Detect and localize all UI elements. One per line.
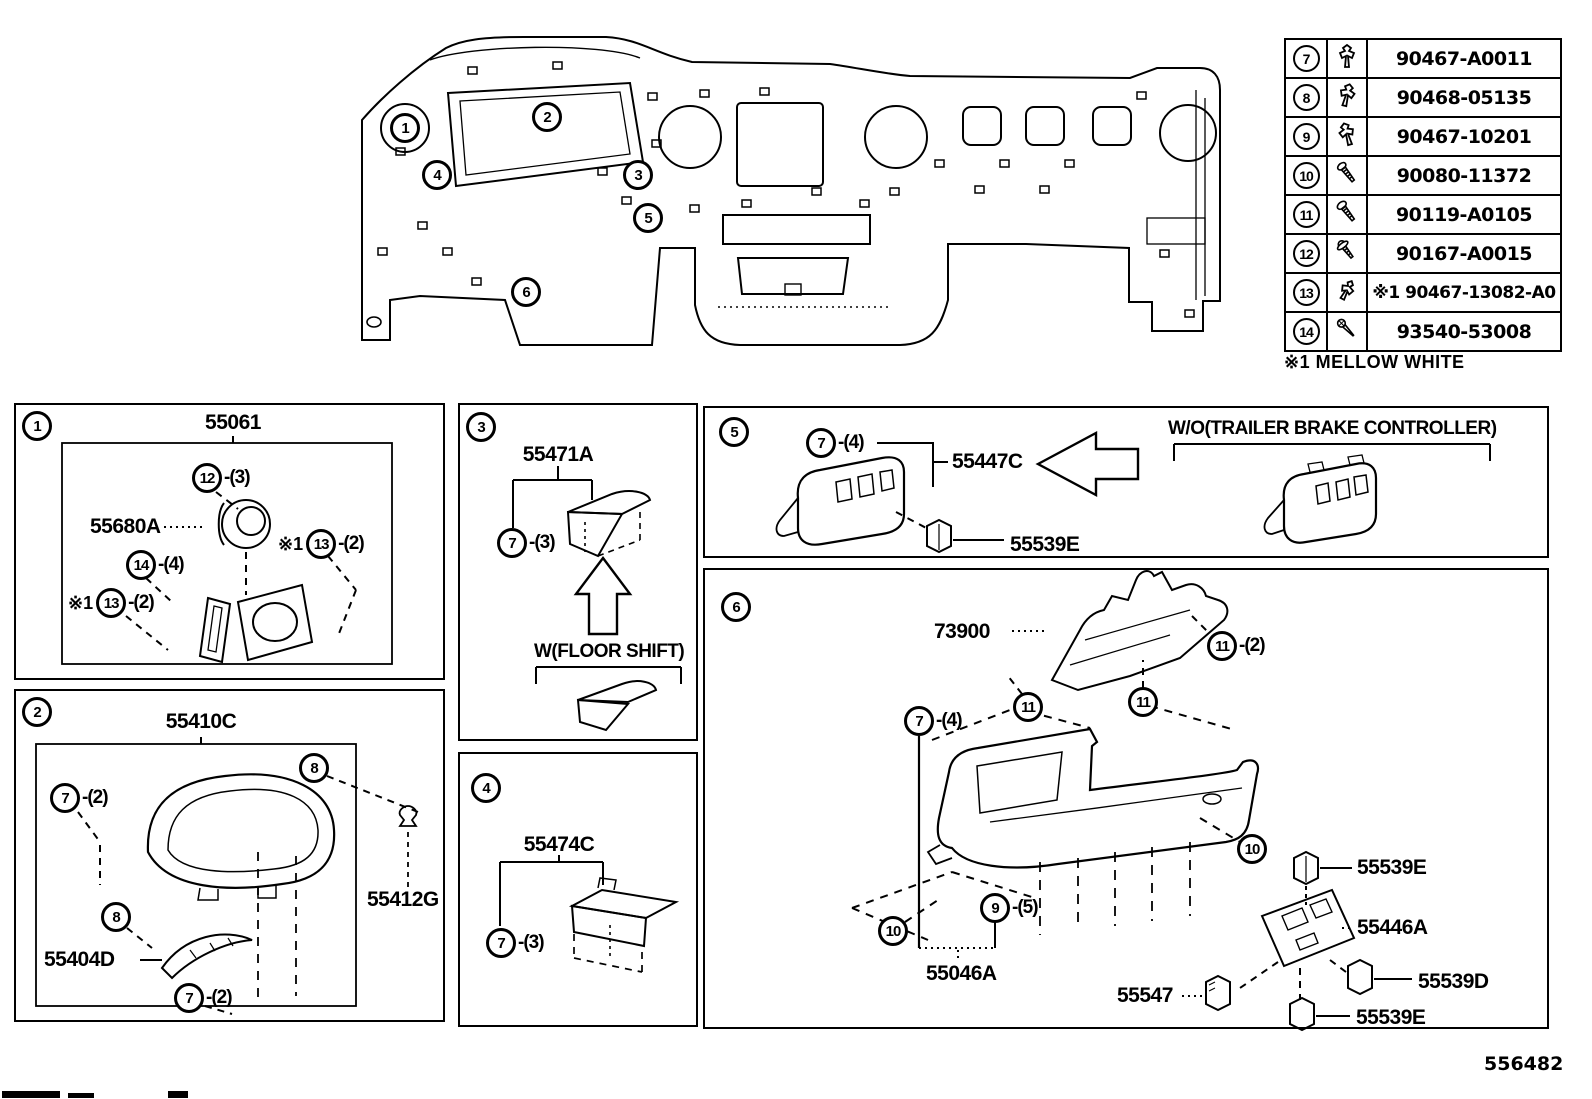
fastener-badge: 11: [1293, 201, 1320, 228]
fastener-row: 13 ※1 90467-13082-A0: [1285, 273, 1561, 312]
dash-callout-4: 4: [422, 160, 452, 190]
box1-badge: 1: [22, 411, 52, 441]
part-label-55412G: 55412G: [367, 888, 439, 911]
box6-callout-7: 7 -(4): [904, 706, 962, 736]
box6-callout-10-right: 10: [1237, 834, 1267, 864]
section-box-1: [14, 403, 445, 680]
floor-shift-variant-label: W(FLOOR SHIFT): [534, 641, 685, 662]
box1-callout-14: 14 -(4): [126, 550, 184, 580]
screw-washer-icon: [1327, 234, 1367, 273]
dash-callout-6: 6: [511, 277, 541, 307]
part-label-55539E-top: 55539E: [1357, 856, 1427, 879]
fastener-badge: 12: [1293, 240, 1320, 267]
box4-callout-7: 7 -(3): [486, 928, 544, 958]
dash-callout-5: 5: [633, 203, 663, 233]
part-label-55061: 55061: [205, 411, 261, 434]
trailer-brake-variant-label: W/O(TRAILER BRAKE CONTROLLER): [1168, 418, 1497, 439]
part-label-55474C: 55474C: [523, 833, 595, 856]
part-label-55447C: 55447C: [952, 450, 1023, 473]
cropped-text-fragment: [68, 1093, 94, 1098]
fastener-table: [1284, 38, 1562, 352]
clip-icon: [1327, 78, 1367, 117]
box1-callout-13-right: ※1 13 -(2): [278, 529, 364, 559]
box6-badge: 6: [721, 592, 751, 622]
box3-callout-7: 7 -(3): [497, 528, 555, 558]
box6-callout-11a: 11: [1013, 692, 1043, 722]
part-label-73900: 73900: [934, 620, 990, 643]
box3-badge: 3: [466, 412, 496, 442]
part-label-55539D: 55539D: [1418, 970, 1489, 993]
cropped-text-fragment: [2, 1091, 60, 1098]
box6-callout-10-left: 10: [878, 916, 908, 946]
box4-badge: 4: [471, 773, 501, 803]
part-label-55471A: 55471A: [522, 443, 594, 466]
fastener-badge: 9: [1293, 123, 1320, 150]
fastener-row: 8 90468-05135: [1285, 78, 1561, 117]
box5-badge: 5: [719, 417, 749, 447]
box6-callout-11-right: 11 -(2): [1207, 631, 1265, 661]
box2-callout-7b: 7 -(2): [174, 983, 232, 1013]
fastener-row: 14 93540-53008: [1285, 312, 1561, 351]
section-box-2: [14, 689, 445, 1022]
cropped-text-fragment: [168, 1091, 188, 1098]
box2-badge: 2: [22, 697, 52, 727]
box2-callout-8b: 8: [101, 902, 131, 932]
part-label-55547: 55547: [1117, 984, 1173, 1007]
fastener-row: 12 90167-A0015: [1285, 234, 1561, 273]
screw-icon: [1327, 312, 1367, 351]
fastener-badge: 10: [1293, 162, 1320, 189]
part-label-55410C: 55410C: [165, 710, 237, 733]
dash-callout-3: 3: [623, 160, 653, 190]
part-label-55404D: 55404D: [44, 948, 115, 971]
part-label-55539E-bottom: 55539E: [1356, 1006, 1426, 1029]
fastener-row: 11 90119-A0105: [1285, 195, 1561, 234]
fastener-row: 10 90080-11372: [1285, 156, 1561, 195]
clip-icon: [1327, 273, 1367, 312]
mellow-white-note: ※1 MELLOW WHITE: [1284, 352, 1465, 372]
clip-icon: [1327, 117, 1367, 156]
figure-number: 556482: [1484, 1053, 1564, 1075]
part-label-55446A: 55446A: [1357, 916, 1428, 939]
box6-callout-9: 9 -(5): [980, 893, 1038, 923]
fastener-badge: 7: [1293, 45, 1320, 72]
part-label-55680A: 55680A: [90, 515, 161, 538]
part-label-55539E: 55539E: [1010, 533, 1080, 556]
fastener-badge: 8: [1293, 84, 1320, 111]
fastener-badge: 14: [1293, 318, 1320, 345]
part-label-55046A: 55046A: [926, 962, 997, 985]
fastener-row: 9 90467-10201: [1285, 117, 1561, 156]
box5-callout-7: 7 -(4): [806, 428, 864, 458]
box6-callout-11b: 11: [1128, 687, 1158, 717]
clip-icon: [1327, 39, 1367, 78]
box2-callout-8a: 8: [299, 753, 329, 783]
box1-callout-12: 12 -(3): [192, 463, 250, 493]
dash-callout-2: 2: [532, 102, 562, 132]
dash-clip-marks: [378, 62, 1194, 317]
fastener-row: 7 90467-A0011: [1285, 39, 1561, 78]
box1-callout-13-left: ※1 13 -(2): [68, 588, 154, 618]
section-box-6: [703, 568, 1549, 1029]
box2-callout-7a: 7 -(2): [50, 783, 108, 813]
screw-icon: [1327, 156, 1367, 195]
screw-icon: [1327, 195, 1367, 234]
dash-callout-1: 1: [390, 113, 420, 143]
fastener-badge: 13: [1293, 279, 1320, 306]
dashboard-drawing: [362, 37, 1220, 345]
